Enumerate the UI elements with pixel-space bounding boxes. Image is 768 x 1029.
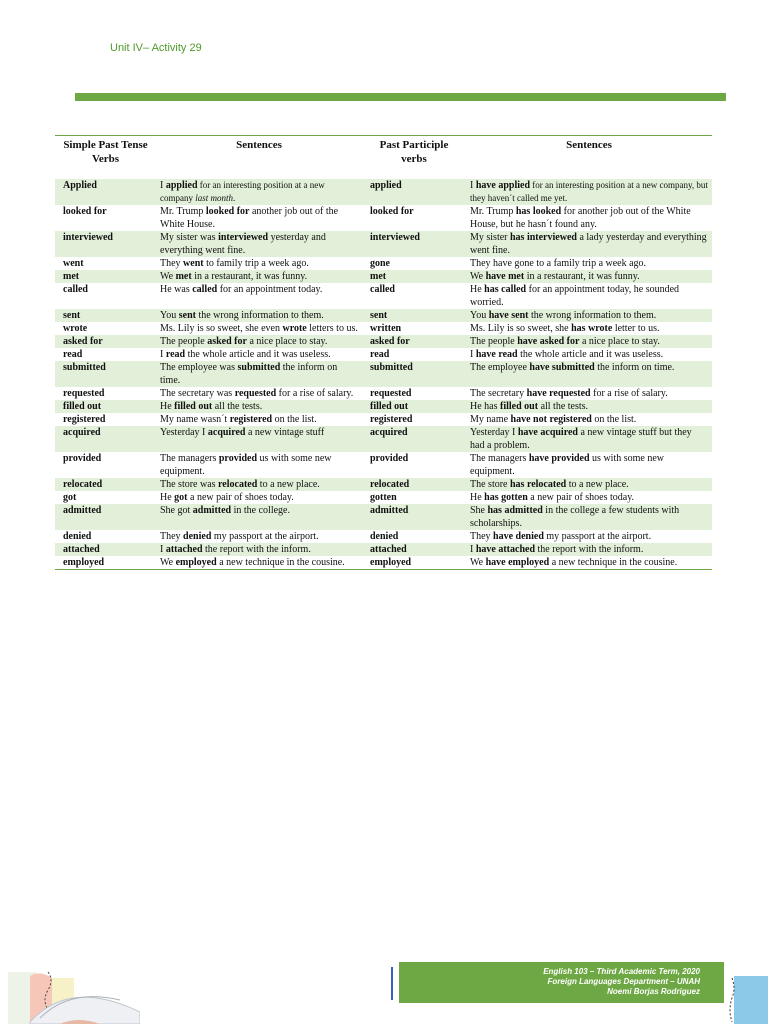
sentence-text: My name xyxy=(470,413,511,425)
sentence-text: for a rise of salary. xyxy=(276,387,354,399)
past-participle-verb: interviewed xyxy=(362,231,466,257)
table-body xyxy=(55,179,712,570)
highlighted-verb: filled out xyxy=(174,400,213,412)
participle-sentence xyxy=(466,309,712,322)
sentence-text: The managers xyxy=(470,452,529,464)
header-sentences-1: Sentences xyxy=(156,136,362,179)
decorative-corner-illustration xyxy=(728,966,768,1024)
header-sentences-2: Sentences xyxy=(466,136,712,179)
simple-past-verb: Applied xyxy=(55,179,156,205)
highlighted-verb: has relocated xyxy=(510,478,567,490)
sentence-text: on the list. xyxy=(272,413,317,425)
highlighted-verb: registered xyxy=(229,413,273,425)
footer-course: English 103 – Third Academic Term, 2020 xyxy=(543,967,700,976)
past-sentence xyxy=(156,543,362,556)
sentence-text: the whole article and it was useless. xyxy=(517,348,664,360)
sentence-text: I xyxy=(470,348,476,360)
past-participle-verb: called xyxy=(370,283,395,295)
header-divider-bar xyxy=(75,93,726,101)
sentence-text: in the college a few students with scholarships. xyxy=(470,504,680,529)
sentence-text: He xyxy=(160,400,175,412)
sentence-text: Mr. Trump xyxy=(470,205,516,217)
participle-sentence xyxy=(466,179,712,205)
participle-sentence xyxy=(466,387,712,400)
sentence-text: The people xyxy=(470,335,518,347)
participle-sentence xyxy=(466,478,712,491)
past-sentence xyxy=(156,309,362,322)
sentence-text: a nice place to stay. xyxy=(579,335,660,347)
highlighted-verb: have acquired xyxy=(517,426,578,438)
highlighted-verb: have sent xyxy=(488,309,529,321)
sentence-text: another job out of the White House. xyxy=(160,205,339,230)
past-participle-verb: attached xyxy=(362,543,466,556)
sentence-text: to a new place. xyxy=(257,478,320,490)
sentence-text: a new pair of shoes today. xyxy=(527,491,635,503)
highlighted-verb: wrote xyxy=(282,322,307,334)
highlighted-verb: have applied xyxy=(475,179,531,191)
cartoon-character-illustration xyxy=(0,966,140,1024)
highlighted-verb: have read xyxy=(475,348,518,360)
participle-sentence xyxy=(466,205,712,231)
participle-sentence xyxy=(466,491,712,504)
unit-activity-label: Unit IV– Activity 29 xyxy=(110,42,202,54)
participle-sentence xyxy=(466,348,712,361)
past-sentence xyxy=(156,335,362,348)
sentence-text: in a restaurant, it was funny. xyxy=(524,270,640,282)
past-participle-verb: provided xyxy=(370,452,409,464)
past-participle-verb: filled out xyxy=(362,400,466,413)
table-row xyxy=(55,400,712,413)
simple-past-verb: admitted xyxy=(55,504,156,530)
footer-accent-line xyxy=(391,967,393,1000)
sentence-text: Yesterday I xyxy=(470,426,518,438)
header-simple-past: Simple Past Tense Verbs xyxy=(55,136,156,179)
highlighted-verb: filled out xyxy=(500,400,539,412)
footer-credits xyxy=(399,962,724,1003)
sentence-text: for a rise of salary. xyxy=(590,387,668,399)
sentence-text: My sister xyxy=(470,231,510,243)
highlighted-verb: have not registered xyxy=(510,413,592,425)
past-participle-verb: gotten xyxy=(370,491,397,503)
simple-past-verb: got xyxy=(63,491,77,503)
sentence-text: He was xyxy=(160,283,193,295)
table-row xyxy=(55,556,712,570)
sentence-text: We xyxy=(160,556,176,568)
past-participle-verb: requested xyxy=(370,387,412,399)
highlighted-verb: got xyxy=(174,491,188,503)
highlighted-verb: have provided xyxy=(528,452,590,464)
participle-sentence xyxy=(466,283,712,309)
past-participle-verb: gone xyxy=(370,257,390,269)
participle-sentence xyxy=(466,556,712,570)
table-row xyxy=(55,504,712,530)
highlighted-verb: submitted xyxy=(237,361,281,373)
sentence-text: The employee was xyxy=(160,361,238,373)
past-participle-verb: asked for xyxy=(362,335,466,348)
sentence-text: a new pair of shoes today. xyxy=(187,491,294,503)
past-sentence xyxy=(156,361,362,387)
past-participle-verb: read xyxy=(370,348,390,360)
sentence-text: You xyxy=(160,309,179,321)
sentence-text: in a restaurant, it was funny. xyxy=(191,270,308,282)
participle-sentence xyxy=(466,257,712,270)
highlighted-verb: went xyxy=(183,257,204,269)
participle-sentence xyxy=(466,543,712,556)
past-participle-verb: acquired xyxy=(362,426,466,452)
highlighted-verb: admitted xyxy=(192,504,232,516)
simple-past-verb: called xyxy=(63,283,88,295)
highlighted-verb: interviewed xyxy=(218,231,269,243)
sentence-text: The store was xyxy=(160,478,219,490)
sentence-text: We xyxy=(470,556,486,568)
table-row xyxy=(55,413,712,426)
sentence-text: The people xyxy=(160,335,208,347)
sentence-text: in the college. xyxy=(231,504,290,516)
past-participle-verb: admitted xyxy=(362,504,466,530)
table-header-row xyxy=(55,136,712,179)
past-participle-verb: employed xyxy=(362,556,466,570)
highlighted-verb: have met xyxy=(485,270,525,282)
sentence-text: The store xyxy=(470,478,510,490)
sentence-text: We xyxy=(470,270,486,282)
sentence-text: on the list. xyxy=(591,413,637,425)
past-sentence xyxy=(156,387,362,400)
past-participle-verb: looked for xyxy=(370,205,414,217)
highlighted-verb: have attached xyxy=(475,543,536,555)
sentence-text: my passport at the airport. xyxy=(543,530,652,542)
past-sentence xyxy=(156,556,362,570)
sentence-text: The secretary was xyxy=(160,387,235,399)
past-sentence xyxy=(156,322,362,335)
past-sentence xyxy=(156,491,362,504)
highlighted-verb: relocated xyxy=(218,478,258,490)
sentence-text: They xyxy=(160,257,184,269)
sentence-text: She got xyxy=(160,504,193,516)
table-row xyxy=(55,491,712,504)
sentence-text: us with some new equipment. xyxy=(160,452,332,477)
header-past-participle: Past Participle verbs xyxy=(362,136,466,179)
highlighted-verb: read xyxy=(165,348,186,360)
sentence-text: They have gone to a family trip a week ago. xyxy=(470,257,647,269)
sentence-text: for an interesting position at a new company, but they haven´t called me yet. xyxy=(470,179,708,203)
simple-past-verb: acquired xyxy=(55,426,156,452)
past-sentence xyxy=(156,452,362,478)
table-row xyxy=(55,530,712,543)
simple-past-verb: registered xyxy=(63,413,106,425)
sentence-text: Ms. Lily is so sweet, she xyxy=(470,322,572,334)
table-row xyxy=(55,348,712,361)
highlighted-verb: applied xyxy=(165,179,198,191)
sentence-text: a new technique in the cousine. xyxy=(549,556,678,568)
participle-sentence xyxy=(466,413,712,426)
sentence-text: I xyxy=(160,179,166,191)
highlighted-verb: acquired xyxy=(207,426,246,438)
highlighted-verb: have requested xyxy=(526,387,591,399)
highlighted-verb: attached xyxy=(165,543,203,555)
table-row xyxy=(55,452,712,478)
participle-sentence xyxy=(466,231,712,257)
sentence-text: the whole article and it was useless. xyxy=(185,348,331,360)
past-sentence xyxy=(156,530,362,543)
simple-past-verb: submitted xyxy=(55,361,156,387)
sentence-text: for an interesting position at a new company xyxy=(160,179,325,203)
sentence-text: the report with the inform. xyxy=(202,543,311,555)
sentence-text: a nice place to stay. xyxy=(246,335,328,347)
sentence-text: He xyxy=(470,283,485,295)
past-sentence xyxy=(156,283,362,309)
highlighted-verb: called xyxy=(192,283,218,295)
sentence-text: . xyxy=(233,192,236,203)
highlighted-verb: have asked for xyxy=(517,335,580,347)
highlighted-verb: has wrote xyxy=(571,322,613,334)
sentence-text: to family trip a week ago. xyxy=(203,257,309,269)
simple-past-verb: relocated xyxy=(55,478,156,491)
past-sentence xyxy=(156,426,362,452)
simple-past-verb: filled out xyxy=(55,400,156,413)
past-sentence xyxy=(156,257,362,270)
highlighted-verb: provided xyxy=(218,452,258,464)
sentence-text: I xyxy=(160,348,166,360)
highlighted-verb: has looked xyxy=(515,205,562,217)
highlighted-verb: asked for xyxy=(207,335,247,347)
table-row xyxy=(55,309,712,322)
sentence-text: He has xyxy=(470,400,500,412)
sentence-text: my passport at the airport. xyxy=(211,530,319,542)
table-row xyxy=(55,270,712,283)
table-row xyxy=(55,283,712,309)
simple-past-verb: interviewed xyxy=(55,231,156,257)
highlighted-verb: employed xyxy=(175,556,217,568)
sentence-text: a new vintage stuff but they had a problem. xyxy=(470,426,692,451)
past-participle-verb: sent xyxy=(362,309,466,322)
sentence-text: Mr. Trump xyxy=(160,205,206,217)
verbs-table xyxy=(55,135,712,570)
participle-sentence xyxy=(466,530,712,543)
simple-past-verb: met xyxy=(55,270,156,283)
sentence-text: for an appointment today. xyxy=(217,283,323,295)
sentence-text: the inform on time. xyxy=(594,361,675,373)
sentence-text: They xyxy=(160,530,184,542)
sentence-text: last month xyxy=(195,192,234,203)
past-participle-verb: submitted xyxy=(362,361,466,387)
past-sentence xyxy=(156,413,362,426)
participle-sentence xyxy=(466,270,712,283)
participle-sentence xyxy=(466,400,712,413)
sentence-text: My sister was xyxy=(160,231,219,243)
table-row xyxy=(55,322,712,335)
sentence-text: They xyxy=(470,530,494,542)
highlighted-verb: have employed xyxy=(485,556,550,568)
sentence-text: all the tests. xyxy=(538,400,589,412)
simple-past-verb: read xyxy=(63,348,83,360)
table-row xyxy=(55,426,712,452)
sentence-text: yesterday and everything went fine. xyxy=(160,231,326,256)
past-sentence xyxy=(156,179,362,205)
sentence-text: us with some new equipment. xyxy=(470,452,664,477)
sentence-text: the report with the inform. xyxy=(535,543,644,555)
participle-sentence xyxy=(466,335,712,348)
simple-past-verb: wrote xyxy=(63,322,88,334)
table-row xyxy=(55,335,712,348)
sentence-text: She xyxy=(470,504,488,516)
past-sentence xyxy=(156,270,362,283)
past-participle-verb: relocated xyxy=(362,478,466,491)
table-row xyxy=(55,361,712,387)
sentence-text: for an appointment today, he sounded worried. xyxy=(470,283,680,308)
sentence-text: He xyxy=(160,491,175,503)
past-participle-verb: applied xyxy=(362,179,466,205)
past-participle-verb: denied xyxy=(370,530,399,542)
simple-past-verb: denied xyxy=(63,530,92,542)
simple-past-verb: went xyxy=(63,257,84,269)
highlighted-verb: has interviewed xyxy=(510,231,577,243)
table-row xyxy=(55,231,712,257)
sentence-text: You xyxy=(470,309,489,321)
past-sentence xyxy=(156,478,362,491)
sentence-text: Yesterday I xyxy=(160,426,208,438)
simple-past-verb: attached xyxy=(55,543,156,556)
simple-past-verb: provided xyxy=(63,452,102,464)
table-row xyxy=(55,179,712,205)
sentence-text: to a new place. xyxy=(566,478,629,490)
past-participle-verb: registered xyxy=(370,413,413,425)
sentence-text: He xyxy=(470,491,485,503)
past-sentence xyxy=(156,231,362,257)
highlighted-verb: have submitted xyxy=(529,361,595,373)
table-row xyxy=(55,543,712,556)
highlighted-verb: looked for xyxy=(205,205,250,217)
sentence-text: the inform on time. xyxy=(160,361,338,386)
past-participle-verb: written xyxy=(370,322,402,334)
sentence-text: I xyxy=(160,543,166,555)
sentence-text: a new vintage stuff xyxy=(245,426,325,438)
table-row xyxy=(55,387,712,400)
highlighted-verb: has called xyxy=(484,283,527,295)
sentence-text: the wrong information to them. xyxy=(195,309,324,321)
sentence-text: I xyxy=(470,179,476,191)
highlighted-verb: has gotten xyxy=(484,491,528,503)
highlighted-verb: denied xyxy=(183,530,212,542)
highlighted-verb: sent xyxy=(178,309,196,321)
sentence-text: letter to us. xyxy=(612,322,660,334)
sentence-text: a lady yesterday and everything went fine. xyxy=(470,231,707,256)
sentence-text: letters to us. xyxy=(306,322,358,334)
simple-past-verb: looked for xyxy=(63,205,107,217)
highlighted-verb: requested xyxy=(234,387,277,399)
sentence-text: I xyxy=(470,543,476,555)
sentence-text: the wrong information to them. xyxy=(528,309,657,321)
past-sentence xyxy=(156,205,362,231)
highlighted-verb: met xyxy=(175,270,192,282)
simple-past-verb: asked for xyxy=(55,335,156,348)
table-row xyxy=(55,205,712,231)
footer-department: Foreign Languages Department – UNAH xyxy=(547,977,700,986)
sentence-text: My name wasn´t xyxy=(160,413,230,425)
participle-sentence xyxy=(466,504,712,530)
participle-sentence xyxy=(466,426,712,452)
sentence-text: a new technique in the cousine. xyxy=(216,556,345,568)
participle-sentence xyxy=(466,322,712,335)
participle-sentence xyxy=(466,361,712,387)
past-participle-verb: met xyxy=(362,270,466,283)
footer-author: Noemi Borjas Rodriguez xyxy=(607,987,700,996)
participle-sentence xyxy=(466,452,712,478)
sentence-text: Ms. Lily is so sweet, she even xyxy=(160,322,283,334)
table-row xyxy=(55,257,712,270)
highlighted-verb: have denied xyxy=(493,530,544,542)
simple-past-verb: requested xyxy=(63,387,105,399)
past-sentence xyxy=(156,400,362,413)
sentence-text: The employee xyxy=(470,361,530,373)
sentence-text: The secretary xyxy=(470,387,527,399)
sentence-text: all the tests. xyxy=(212,400,263,412)
past-sentence xyxy=(156,348,362,361)
sentence-text: The managers xyxy=(160,452,219,464)
simple-past-verb: employed xyxy=(55,556,156,570)
table-row xyxy=(55,478,712,491)
sentence-text: We xyxy=(160,270,176,282)
highlighted-verb: has admitted xyxy=(487,504,543,516)
simple-past-verb: sent xyxy=(55,309,156,322)
sentence-text: for another job out of the White House, but he hasn´t found any. xyxy=(470,205,691,230)
past-sentence xyxy=(156,504,362,530)
